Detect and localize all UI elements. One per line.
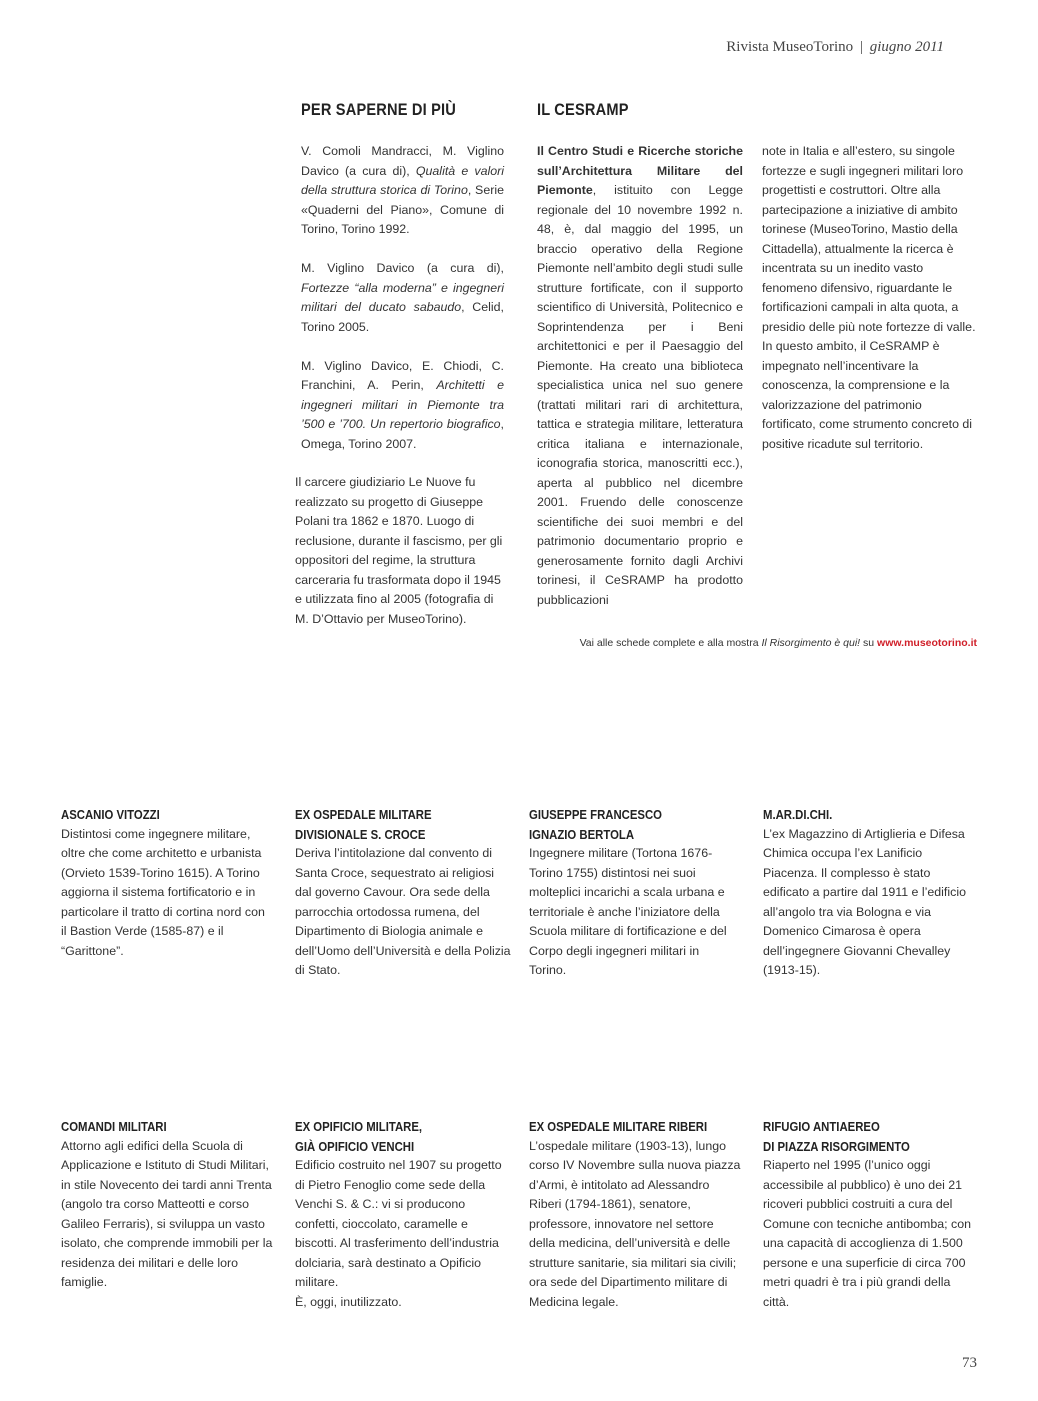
magazine-name: Rivista MuseoTorino <box>726 39 854 55</box>
reference-item <box>301 357 504 455</box>
entry-body: Distintosi come ingegnere militare, oltre che come architetto e urbanista (Orvieto 1539-Torino 1615). A Torino aggiorna il sistema fortificatorio e in particolare il tratto di cortina nord con il Bastion Verde (1585-87) e il “Garittone”. <box>61 826 265 958</box>
entry-title-line-2: GIÀ OPIFICIO VENCHI <box>295 1138 415 1154</box>
link-mid: su <box>860 637 878 649</box>
entry-title-line-2: DI PIAZZA RISORGIMENTO <box>763 1138 910 1154</box>
entry-body: L’ex Magazzino di Artiglieria e Difesa Chimica occupa l’ex Lanificio Piacenza. Il complesso è stato edificato a partire dal 1911 e l’edificio all’angolo tra via Bologna e via Domenico Cimarosa è opera dell’ingegnere Giovanni Chevalley (1913-15). <box>763 826 966 977</box>
entry-mardichi <box>763 805 979 981</box>
entry-title: RIFUGIO ANTIAEREO <box>763 1119 880 1134</box>
reference-publication: , Omega, Torino 2007. <box>301 417 504 451</box>
reference-publication: , Serie «Quaderni del Piano», Comune di Torino, Torino 1992. <box>301 183 504 236</box>
cesramp-column-1 <box>537 142 743 610</box>
reference-title: Qualità e valori della struttura storica di Torino <box>301 163 504 197</box>
entry-title: ASCANIO VITOZZI <box>61 807 160 822</box>
link-prefix: Vai alle schede complete e alla mostra <box>579 637 762 649</box>
entry-title: EX OPIFICIO MILITARE, <box>295 1119 423 1134</box>
exhibition-name: Il Risorgimento è qui! <box>761 637 861 649</box>
entry-title-line-2: IGNAZIO BERTOLA <box>529 826 635 842</box>
entry-body: Ingegnere militare (Tortona 1676-Torino 1755) distintosi nei suoi molteplici incarichi a scala urbana e territoriale è anche l’iniziatore della Scuola militare di fortificazione e del Corpo degli ingegneri militari in Torino. <box>529 846 727 977</box>
reference-title: Architetti e ingegneri militari in Piemonte tra ’500 e ’700. Un repertorio biografico <box>301 378 504 431</box>
link-line <box>580 637 977 649</box>
page-number: 73 <box>962 1355 977 1371</box>
entry-title: EX OSPEDALE MILITARE <box>295 807 432 822</box>
entry-title-line-2: DIVISIONALE S. CROCE <box>295 826 426 842</box>
entry-title: GIUSEPPE FRANCESCO <box>529 807 662 822</box>
entry-ospedale-s-croce <box>295 805 513 981</box>
entry-ospedale-riberi <box>529 1117 741 1312</box>
entry-bertola <box>529 805 739 981</box>
cesramp-name: Il Centro Studi e Ricerche storiche sull’Architettura Militare del Piemonte <box>537 144 743 197</box>
reference-title: Fortezze “alla moderna” e ingegneri militari del ducato sabaudo <box>301 280 504 314</box>
photo-caption: Il carcere giudiziario Le Nuove fu realizzato su progetto di Giuseppe Polani tra 1862 e 1870. Luogo di reclusione, durante il fascismo, per gli oppositori del regime, la struttura carceraria fu trasformata dopo il 1945 e utilizzata fino al 2005 (fotografia di M. D’Ottavio per MuseoTorino). <box>295 475 503 626</box>
entry-title: COMANDI MILITARI <box>61 1119 167 1134</box>
reference-item <box>301 142 504 240</box>
reference-authors: M. Viglino Davico, E. Chiodi, C. Franchini, A. Perin, <box>301 358 504 392</box>
reference-item <box>301 259 504 337</box>
entry-body: Edificio costruito nel 1907 su progetto di Pietro Fenoglio come sede della Venchi S. & C.: vi si producono confetti, cioccolato, caramelle e biscotti. Al trasferimento dell’industria dolciaria, sarà destinato a Opificio militare. È, oggi, inutilizzato. <box>295 1158 502 1309</box>
reference-authors: V. Comoli Mandracci, M. Viglino Davico (a cura di), <box>301 144 504 178</box>
entry-body: Deriva l’intitolazione dal convento di Santa Croce, sequestrato ai religiosi dal governo Cavour. Ora sede della parrocchia ortodossa rumena, del Dipartimento di Biologia animale e dell’Uomo dell’Università e della Polizia di Stato. <box>295 846 511 977</box>
entry-body: Attorno agli edifici della Scuola di Applicazione e Istituto di Studi Militari, in stile Novecento dei tardi anni Trenta (angolo tra corso Matteotti e corso Galileo Ferraris), si sviluppa un vasto isolato, che comprende immobili per la residenza dei militari e delle loro famiglie. <box>61 1138 273 1289</box>
issue-date: giugno 2011 <box>869 39 944 55</box>
entry-ascanio-vitozzi <box>61 805 271 961</box>
museotorino-link[interactable]: www.museotorino.it <box>877 637 977 649</box>
header-separator: | <box>859 39 863 55</box>
entry-body: Riaperto nel 1995 (l’unico oggi accessibile al pubblico) è uno dei 21 ricoveri pubblici costruiti a cura del Comune con tecniche antibomba; con una capacità di accoglienza di 1.500 persone e una superficie di circa 700 metri quadri è tra i più grandi della città. <box>763 1158 972 1309</box>
entry-opificio-venchi <box>295 1117 509 1312</box>
entry-comandi-militari <box>61 1117 274 1293</box>
cesramp-text-1: , istituito con Legge regionale del 10 novembre 1992 n. 48, è, dal maggio del 1995, un braccio operativo della Regione Piemonte nell’ambito degli studi sulle strutture fortificate, con il supporto scientifico di Università, Politecnico e Soprintendenza per i Beni architettonici e per il Paesaggio del Piemonte. Ha creato una biblioteca specialistica unica nel suo genere (trattati militari rari di architettura, tattica e strategia militare, letteratura critica italiana e internazionale, iconografia storica, manoscritti ecc.), aperta al pubblico nel dicembre 2001. Fruendo delle conoscenze scientifiche dei suoi membri e del patrimonio documentario proprio e generosamente fornito dagli Archivi torinesi, il CeSRAMP ha prodotto pubblicazioni <box>537 183 743 607</box>
entry-rifugio-antiaereo <box>763 1117 979 1312</box>
entry-title: EX OSPEDALE MILITARE RIBERI <box>529 1119 708 1134</box>
cesramp-column-2: note in Italia e all’estero, su singole fortezze e sugli ingegneri militari loro progettisti e costruttori. Oltre alla partecipazione a iniziative di ambito torinese (MuseoTorino, Mastio della Cittadella), attualmente la ricerca è incentrata su un inedito vasto fenomeno difensivo, riguardante le fortificazioni campali in alta quota, a presidio delle più note fortezze di valle. In questo ambito, il CeSRAMP è impegnato nell’incentivare la conoscenza, la comprensione e la valorizzazione del patrimonio fortificato, come strumento concreto di positive ricadute sul territorio. <box>762 144 976 451</box>
references-list <box>301 142 504 474</box>
running-header <box>726 39 944 56</box>
references-title: PER SAPERNE DI PIÙ <box>301 100 457 119</box>
cesramp-title: IL CESRAMP <box>537 100 629 119</box>
reference-authors: M. Viglino Davico (a cura di), <box>301 261 504 275</box>
entry-title: M.AR.DI.CHI. <box>763 807 833 822</box>
entry-body: L’ospedale militare (1903-13), lungo corso IV Novembre sulla nuova piazza d’Armi, è intitolato ad Alessandro Riberi (1794-1861), senatore, professore, innovatore nel settore della medicina, dell’università e delle strutture sanitarie, sia militari sia civili; ora sede del Dipartimento militare di Medicina legale. <box>529 1138 741 1309</box>
reference-publication: , Celid, Torino 2005. <box>301 300 504 334</box>
